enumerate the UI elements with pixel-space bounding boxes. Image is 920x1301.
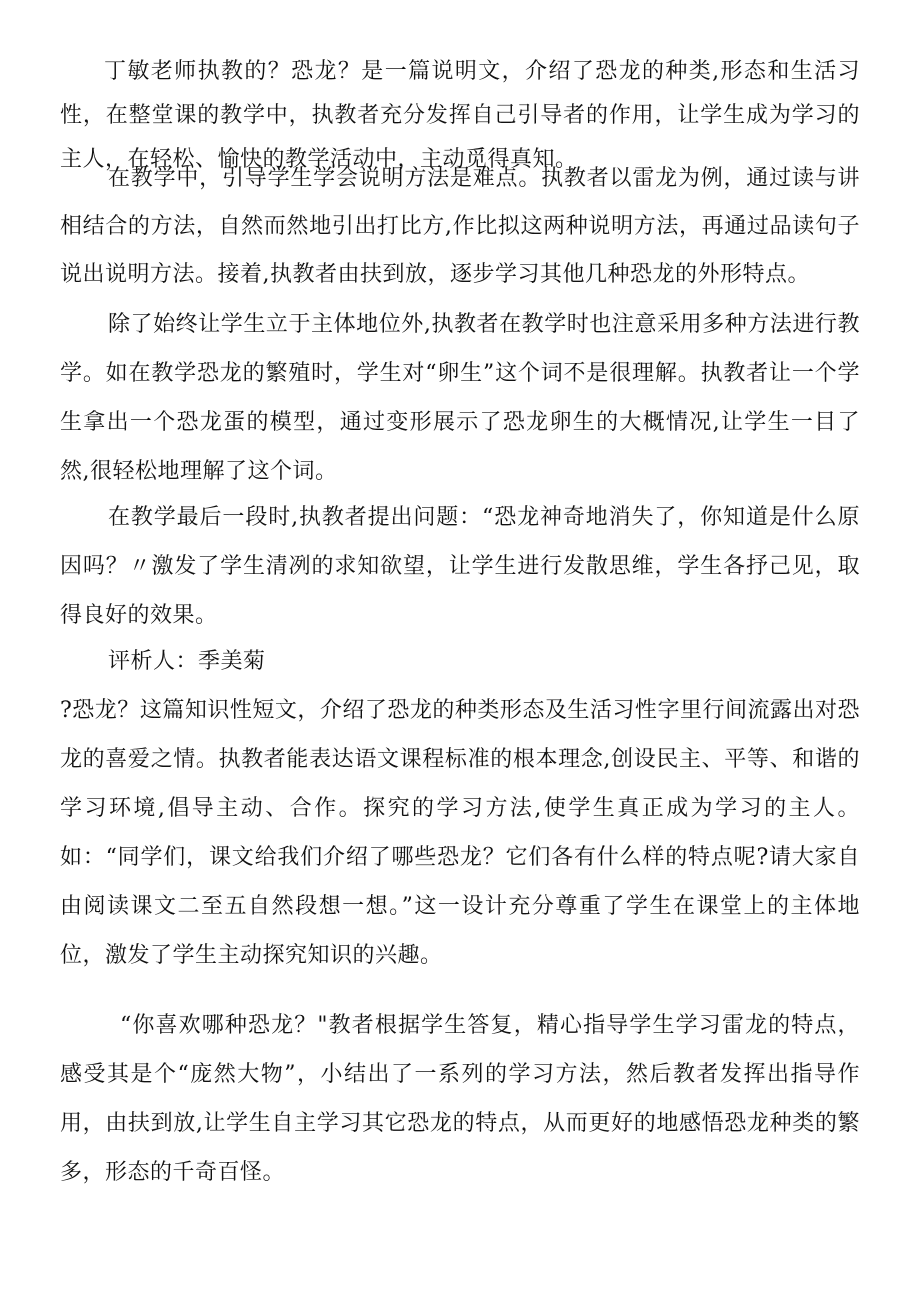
paragraph-student-focus: 除了始终让学生立于主体地位外,执教者在教学时也注意采用多种方法进行教学。如在教学恐龙的繁殖时，学生对“卵生”这个词不是很理解。执教者让一个学生拿出一个恐龙蛋的模型，通过变形展示了恐龙卵生的大概情况,让学生一目了然,很轻松地理解了这个词。	[60, 312, 860, 484]
paragraph-final-section: 在教学最后一段时,执教者提出问题：“恐龙神奇地消失了，你知道是什么原因吗？〃激发了学生清冽的求知欲望，让学生进行发散思维，学生各抒己见，取得良好的效果。	[60, 505, 860, 628]
paragraph-intro: 丁敏老师执教的？恐龙？是一篇说明文，介绍了恐龙的种类,形态和生活习性，在整堂课的教学中，执教者充分发挥自己引导者的作用，让学生成为学习的主人，在轻松、愉快的教学活动中，主动觅得真知。	[60, 59, 860, 172]
paragraph-review-2: “你喜欢哪种恐龙？"教者根据学生答复，精心指导学生学习雷龙的特点，感受其是个“庞然大物”，小结出了一系列的学习方法，然后教者发挥出指导作用，由扶到放,让学生自主学习其它恐龙的特点，从而更好的地感悟恐龙种类的繁多，形态的千奇百怪。	[60, 1013, 860, 1185]
paragraph-review-1: ?恐龙？这篇知识性短文，介绍了恐龙的种类形态及生活习性字里行间流露出对恐龙的喜爱之情。执教者能表达语文课程标准的根本理念,创设民主、平等、和谐的学习环境,倡导主动、合作。探究的学习方法,使学生真正成为学习的主人。如：“同学们，课文给我们介绍了哪些恐龙？它们各有什么样的特点呢?请大家自由阅读课文二至五自然段想一想。”这一设计充分尊重了学生在课堂上的主体地位，激发了学生主动探究知识的兴趣。	[60, 698, 860, 968]
paragraph-method: 在教学中，引导学生学会说明方法是难点。执教者以雷龙为例，通过读与讲相结合的方法，自然而然地引出打比方,作比拟这两种说明方法，再通过品读句子说出说明方法。接着,执教者由扶到放，逐步学习其他几种恐龙的外形特点。	[60, 166, 860, 287]
reviewer-signature-line: 评析人：季美菊	[108, 649, 266, 674]
